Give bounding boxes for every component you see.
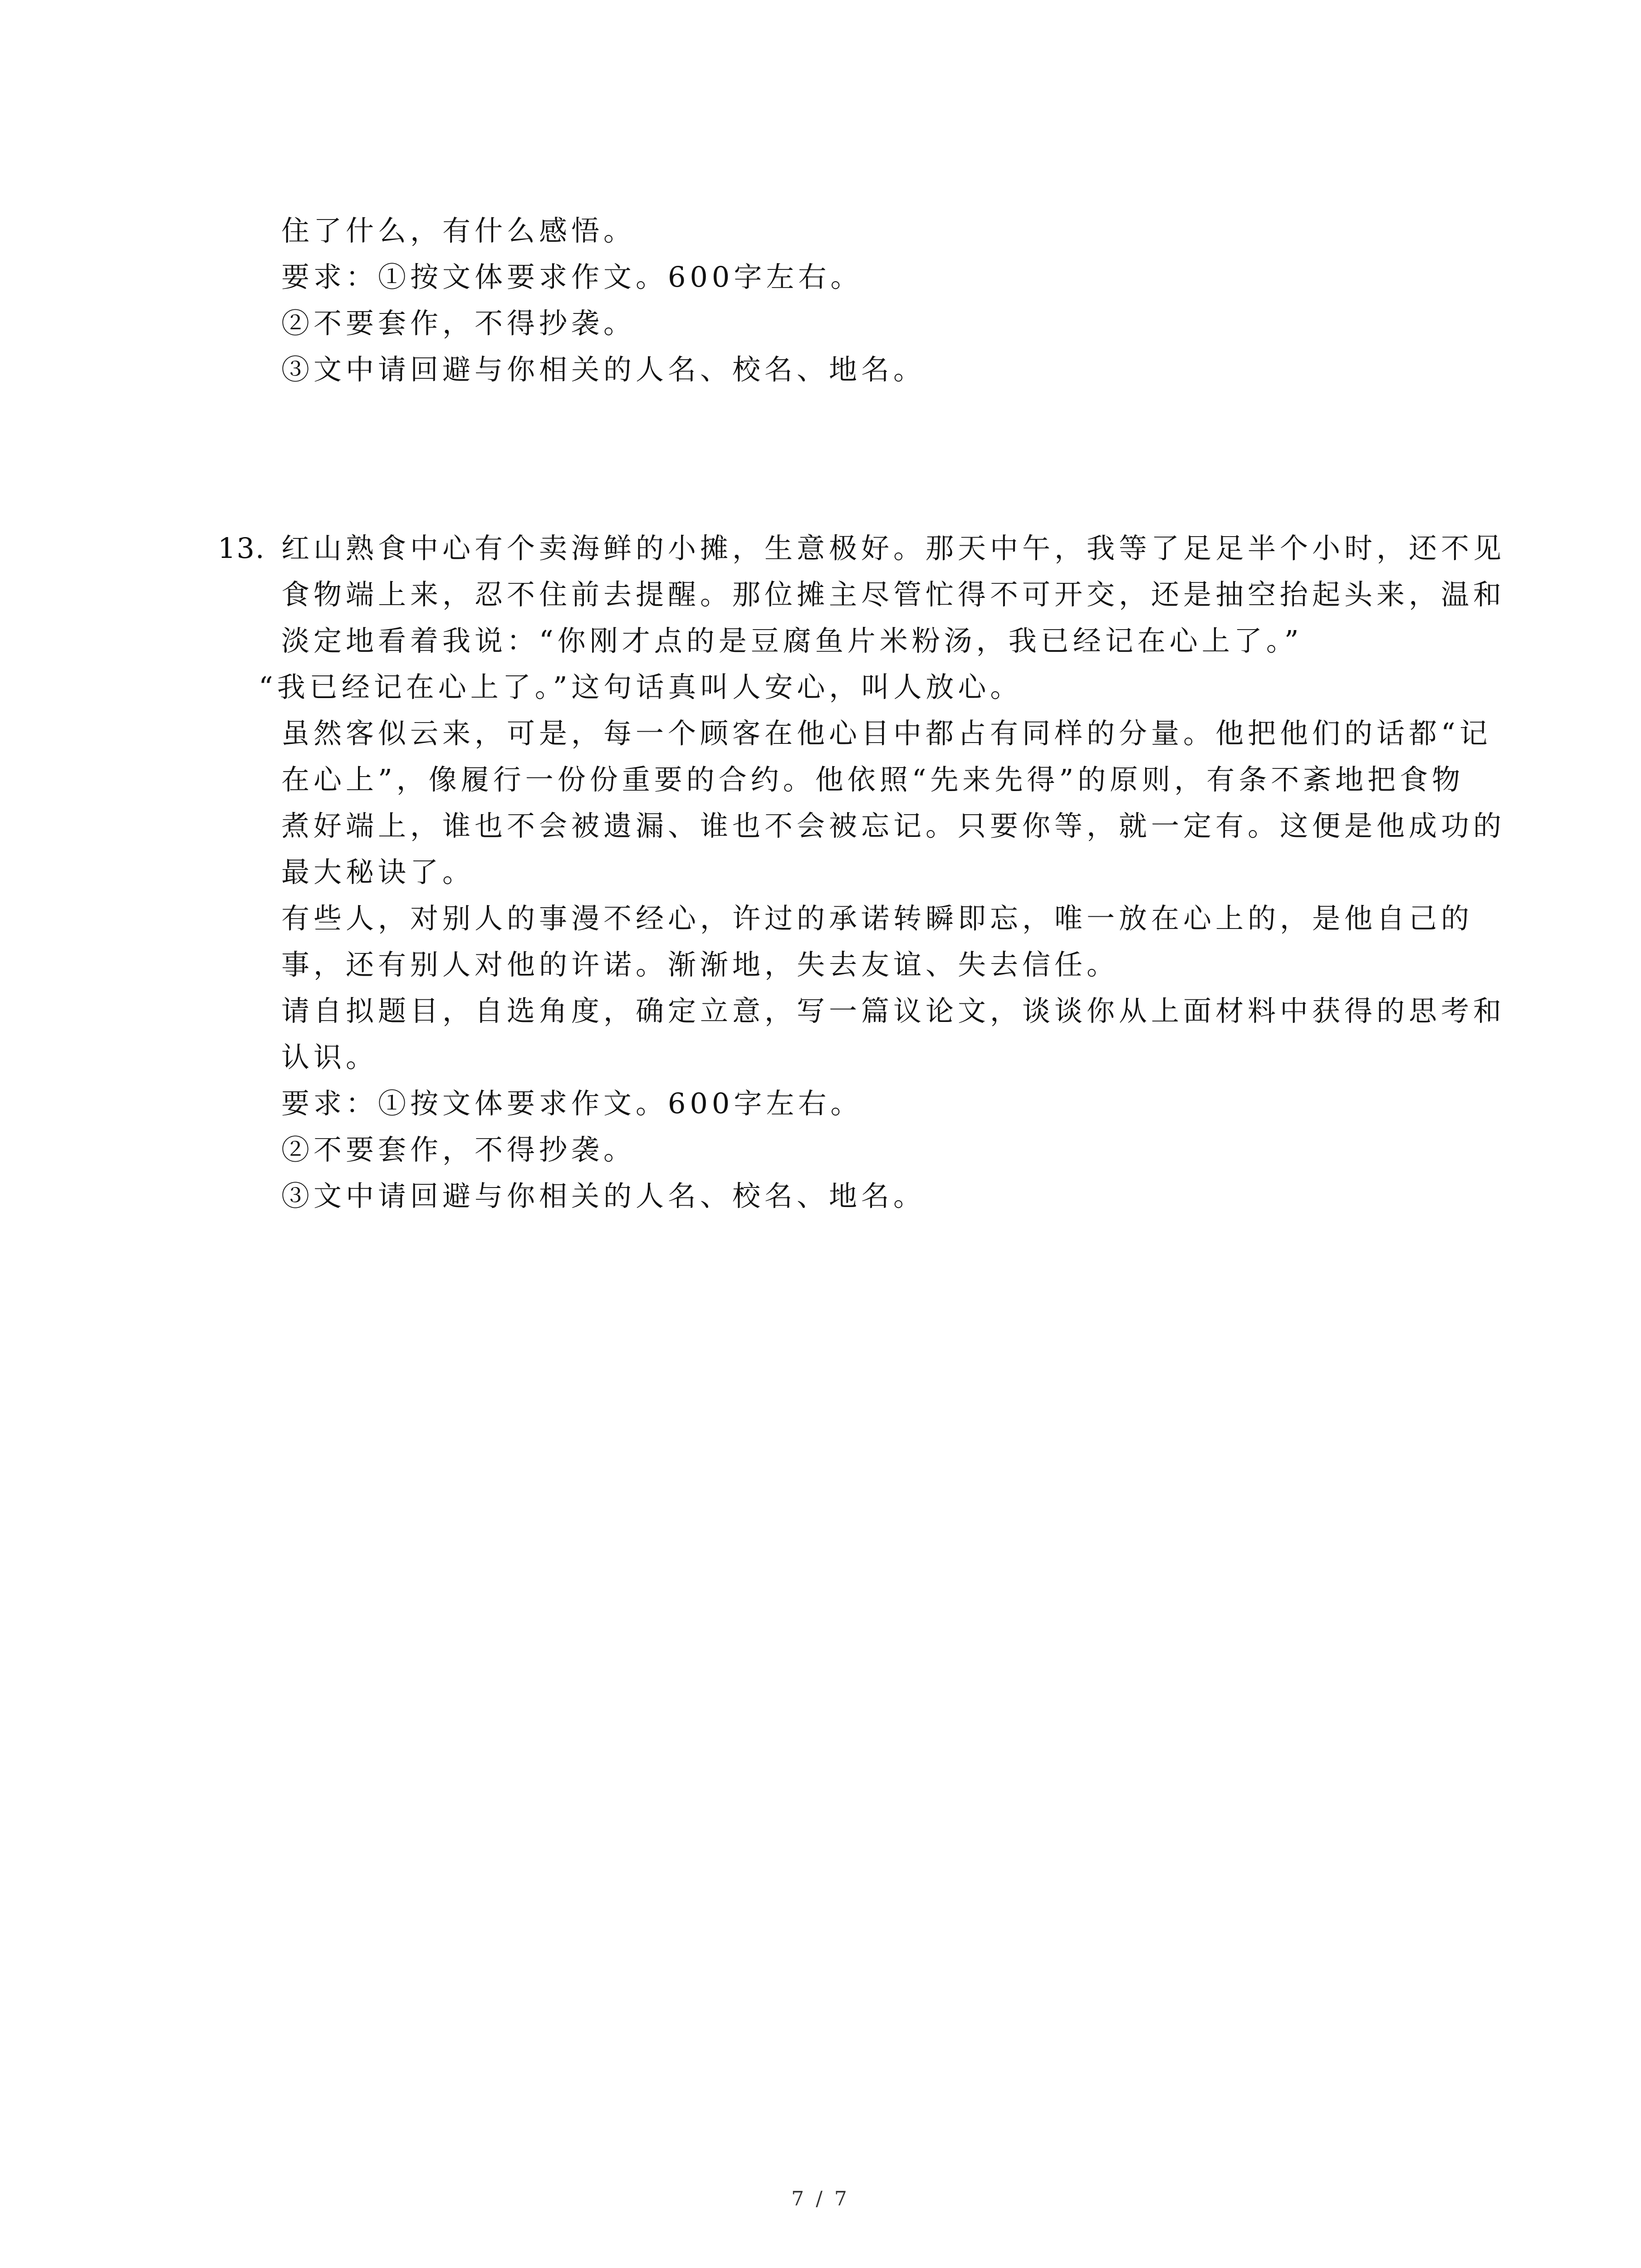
- q13-line-6: 在心上”，像履行一份份重要的合约。他依照“先来先得”的原则，有条不紊地把食物: [281, 763, 1465, 796]
- q13-line-12: 认识。: [281, 1041, 378, 1074]
- q13-line-7: 煮好端上，谁也不会被遗漏、谁也不会被忘记。只要你等，就一定有。这便是他成功的: [281, 809, 1506, 842]
- section1-line-4: ③文中请回避与你相关的人名、校名、地名。: [281, 353, 926, 386]
- q13-line-2: 食物端上来，忍不住前去提醒。那位摊主尽管忙得不可开交，还是抽空抬起头来，温和: [281, 578, 1506, 611]
- page-indicator: 7 / 7: [791, 2187, 850, 2210]
- section1-line-2: 要求：①按文体要求作文。600字左右。: [281, 260, 863, 293]
- q13-line-8: 最大秘诀了。: [281, 855, 475, 889]
- q13-line-3: 淡定地看着我说：“你刚才点的是豆腐鱼片米粉汤，我已经记在心上了。”: [281, 624, 1303, 657]
- q13-line-5: 虽然客似云来，可是，每一个顾客在他心目中都占有同样的分量。他把他们的话都“记: [281, 717, 1492, 750]
- question-number: 13.: [218, 532, 265, 565]
- section1-line-1: 住了什么，有什么感悟。: [281, 214, 636, 247]
- q13-line-11: 请自拟题目，自选角度，确定立意，写一篇议论文，谈谈你从上面材料中获得的思考和: [281, 994, 1506, 1027]
- q13-line-15: ③文中请回避与你相关的人名、校名、地名。: [281, 1179, 926, 1212]
- section1-line-3: ②不要套作，不得抄袭。: [281, 307, 636, 340]
- q13-line-4: “我已经记在心上了。”这句话真叫人安心，叫人放心。: [259, 670, 1023, 704]
- q13-line-9: 有些人，对别人的事漫不经心，许过的承诺转瞬即忘，唯一放在心上的，是他自己的: [281, 902, 1474, 935]
- q13-line-10: 事，还有别人对他的许诺。渐渐地，失去友谊、失去信任。: [281, 948, 1119, 981]
- q13-line-1: 红山熟食中心有个卖海鲜的小摊，生意极好。那天中午，我等了足足半个小时，还不见: [281, 532, 1506, 565]
- q13-line-14: ②不要套作，不得抄袭。: [281, 1133, 636, 1166]
- q13-line-13: 要求：①按文体要求作文。600字左右。: [281, 1087, 863, 1120]
